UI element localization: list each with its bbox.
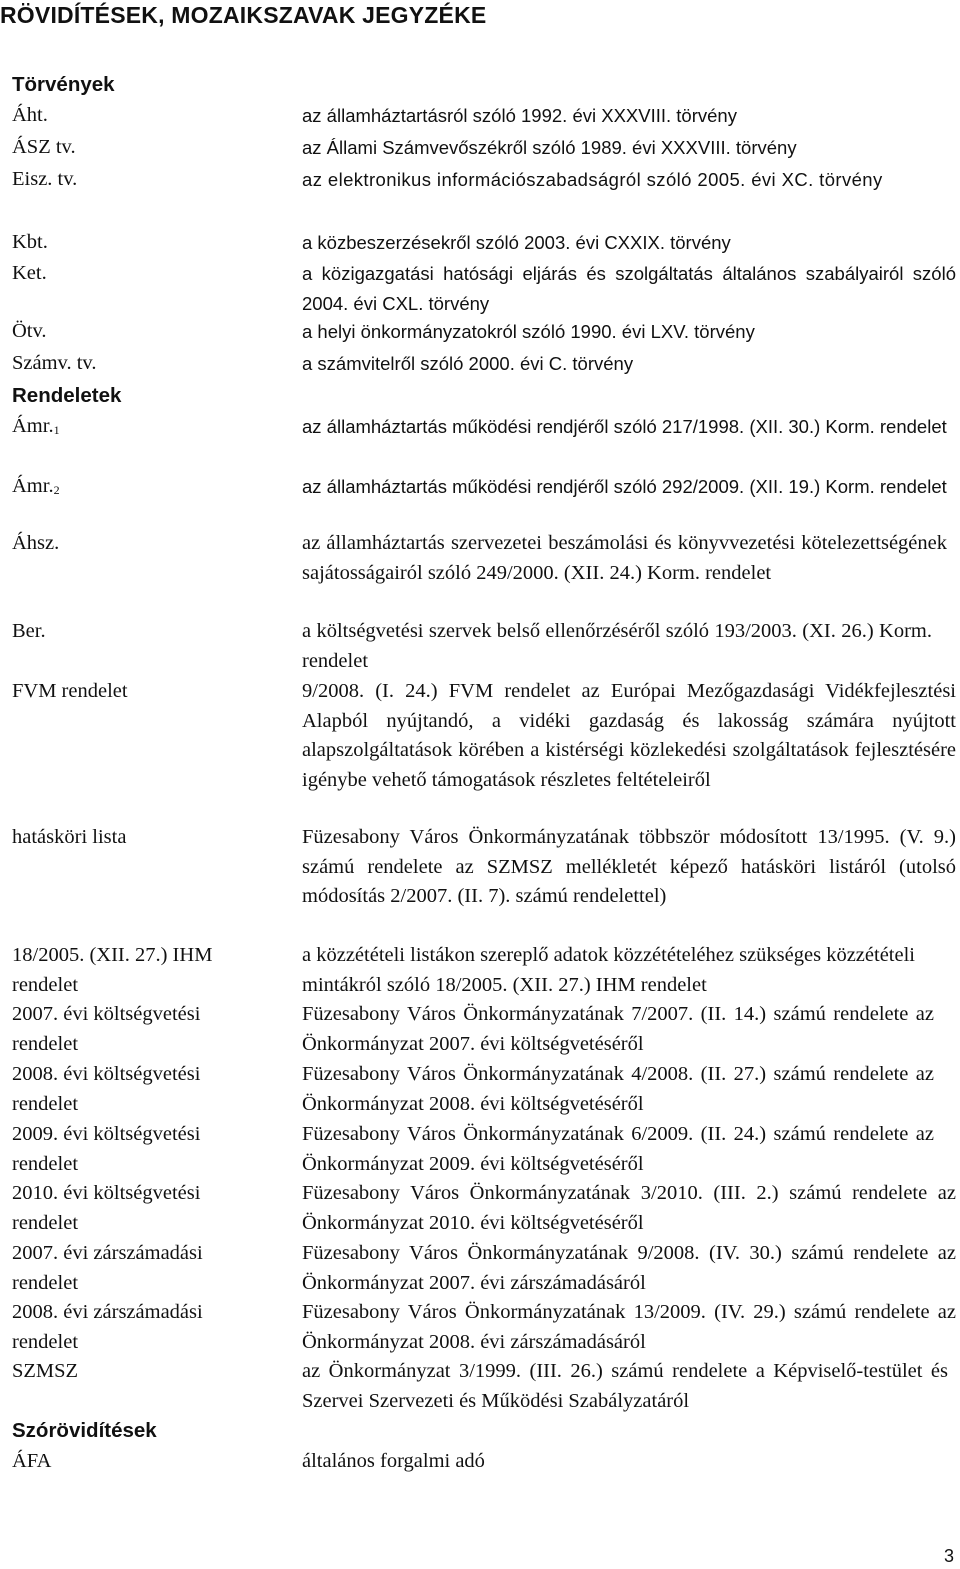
desc-kv2008: Füzesabony Város Önkormányzatának 4/2008. (II. 27.) számú rendelete az Önkormányzat 2008. évi költségvetéséről (302, 1063, 934, 1115)
desc-kv2010: Füzesabony Város Önkormányzatának 3/2010. (III. 2.) számú rendelete az Önkormányzat 2010. évi költségvetéséről (302, 1182, 956, 1234)
abbr-amr2 (12, 472, 272, 506)
desc-asz: az Állami Számvevőszékről szóló 1989. évi XXXVIII. törvény (302, 137, 797, 158)
section-heading-rendeletek: Rendeletek (12, 384, 122, 407)
desc-szamv: a számvitelről szóló 2000. évi C. törvény (302, 353, 634, 374)
page-number: 3 (943, 1546, 954, 1566)
abbr-aht: Áht. (12, 104, 48, 126)
section-heading-torvenyek: Törvények (12, 73, 115, 96)
desc-ber: a költségvetési szervek belső ellenőrzéséről szóló 193/2003. (XI. 26.) Korm. rendelet (302, 620, 932, 672)
desc-ahsz: az államháztartás szervezetei beszámolási és könyvvezetési kötelezettségének sajátosságairól szóló 249/2000. (XII. 24.) Korm. rendelet (302, 532, 947, 584)
abbr-zsz2008: 2008. évi zárszámadási rendelet (12, 1301, 203, 1353)
abbr-amr1 (12, 412, 272, 446)
abbr-afa: ÁFA (12, 1450, 52, 1472)
abbr-ber: Ber. (12, 620, 46, 642)
abbr-zsz2007: 2007. évi zárszámadási rendelet (12, 1242, 203, 1294)
desc-szmsz: az Önkormányzat 3/1999. (III. 26.) számú rendelete a Képviselő-testület és Szervei Szervezeti és Működési Szabályzatáról (302, 1360, 948, 1412)
abbr-kbt: Kbt. (12, 231, 48, 253)
abbr-otv: Ötv. (12, 320, 47, 342)
abbr-ket: Ket. (12, 262, 47, 284)
abbr-hataskori: hatásköri lista (12, 826, 127, 848)
desc-zsz2007: Füzesabony Város Önkormányzatának 9/2008. (IV. 30.) számú rendelete az Önkormányzat 2007. évi zárszámadásáról (302, 1242, 956, 1294)
abbr-asz: ÁSZ tv. (12, 136, 76, 158)
abbr-kv2010: 2010. évi költségvetési rendelet (12, 1182, 201, 1234)
desc-fvm: 9/2008. (I. 24.) FVM rendelet az Európai Mezőgazdasági Vidékfejlesztési Alapból nyújtandó, a vidéki gazdaság és lakosság számára nyújtott alapszolgáltatások körében a kistérségi közlekedési szolgáltatások fejlesztésére igénybe vehető támogatások részletes feltételeiről (302, 680, 956, 791)
desc-ihm: a közzétételi listákon szereplő adatok közzétételéhez szükséges közzétételi mintákról szóló 18/2005. (XII. 27.) IHM rendelet (302, 944, 915, 996)
abbr-amr1-text: Ámr. (12, 415, 54, 437)
abbr-amr2-subscript: 2 (53, 483, 60, 497)
desc-kv2007: Füzesabony Város Önkormányzatának 7/2007. (II. 14.) számú rendelete az Önkormányzat 2007. évi költségvetéséről (302, 1003, 934, 1055)
abbr-szamv: Számv. tv. (12, 352, 97, 374)
abbr-szmsz: SZMSZ (12, 1360, 79, 1382)
abbr-amr2-text: Ámr. (12, 475, 54, 497)
abbr-ihm: 18/2005. (XII. 27.) IHM rendelet (12, 944, 213, 996)
desc-amr2: az államháztartás működési rendjéről szóló 292/2009. (XII. 19.) Korm. rendelet (302, 476, 947, 497)
page-title: RÖVIDÍTÉSEK, MOZAIKSZAVAK JEGYZÉKE (0, 2, 487, 28)
desc-kbt: a közbeszerzésekről szóló 2003. évi CXXIX. törvény (302, 232, 731, 253)
abbr-eisz: Eisz. tv. (12, 168, 78, 190)
abbr-amr1-subscript: 1 (53, 423, 60, 437)
desc-zsz2008: Füzesabony Város Önkormányzatának 13/2009. (IV. 29.) számú rendelete az Önkormányzat 2008. évi zárszámadásáról (302, 1301, 956, 1353)
desc-eisz: az elektronikus információszabadságról szóló 2005. évi XC. törvény (302, 169, 883, 190)
abbr-kv2009: 2009. évi költségvetési rendelet (12, 1123, 201, 1175)
desc-kv2009: Füzesabony Város Önkormányzatának 6/2009. (II. 24.) számú rendelete az Önkormányzat 2009. évi költségvetéséről (302, 1123, 934, 1175)
section-heading-szorovidites: Szórövidítések (12, 1419, 157, 1442)
desc-otv: a helyi önkormányzatokról szóló 1990. évi LXV. törvény (302, 321, 755, 342)
desc-afa: általános forgalmi adó (302, 1450, 485, 1472)
desc-amr1: az államháztartás működési rendjéről szóló 217/1998. (XII. 30.) Korm. rendelet (302, 416, 947, 437)
abbr-kv2007: 2007. évi költségvetési rendelet (12, 1003, 201, 1055)
desc-aht: az államháztartásról szóló 1992. évi XXXVIII. törvény (302, 105, 737, 126)
abbr-kv2008: 2008. évi költségvetési rendelet (12, 1063, 201, 1115)
abbr-fvm: FVM rendelet (12, 680, 128, 702)
abbr-ahsz: Áhsz. (12, 532, 60, 554)
desc-hataskori: Füzesabony Város Önkormányzatának többször módosított 13/1995. (V. 9.) számú rendelete az SZMSZ mellékletét képező hatásköri listáról (utolsó módosítás 2/2007. (II. 7). számú rendelettel) (302, 826, 956, 907)
desc-ket: a közigazgatási hatósági eljárás és szolgáltatás általános szabályairól szóló 2004. évi CXL. törvény (302, 263, 956, 314)
